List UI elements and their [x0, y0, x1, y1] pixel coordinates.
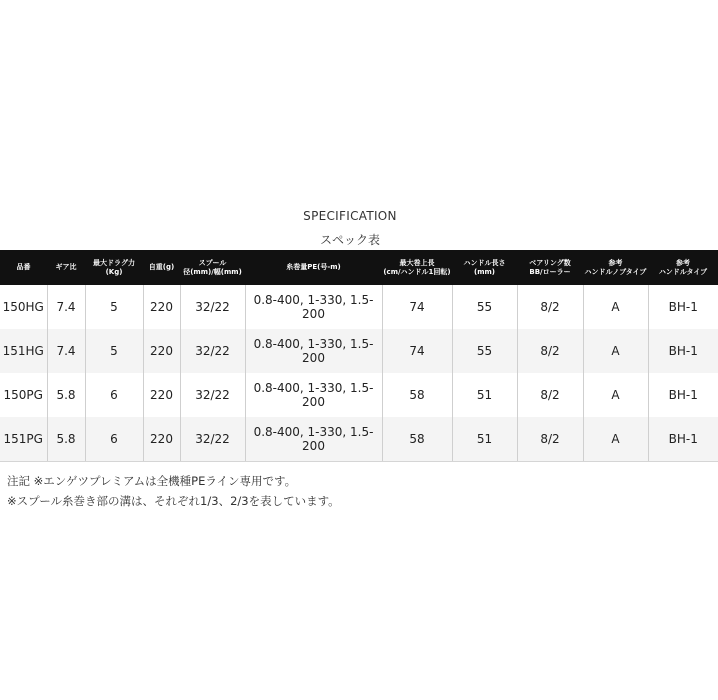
cell-bearings: 8/2	[517, 329, 583, 373]
table-row	[0, 373, 718, 417]
cell-max-retrieve: 58	[382, 373, 452, 417]
header-gear-ratio: ギア比	[47, 250, 85, 285]
cell-handle-type: BH-1	[648, 417, 718, 462]
header-model: 品番	[0, 250, 47, 285]
cell-handle-type: BH-1	[648, 373, 718, 417]
header-max-drag: 最大ドラグ力 (Kg)	[85, 250, 143, 285]
header-spool: スプール 径(mm)/幅(mm)	[180, 250, 245, 285]
cell-spool: 32/22	[180, 373, 245, 417]
cell-gear-ratio: 7.4	[47, 285, 85, 329]
cell-gear-ratio: 5.8	[47, 373, 85, 417]
cell-gear-ratio: 7.4	[47, 329, 85, 373]
cell-handle-length: 51	[452, 417, 517, 462]
cell-spool: 32/22	[180, 417, 245, 462]
cell-gear-ratio: 5.8	[47, 417, 85, 462]
note-line: 注記 ※エンゲツプレミアムは全機種PEライン専用です。	[7, 474, 297, 488]
spec-title-ja: スペック表	[319, 233, 380, 247]
cell-bearings: 8/2	[517, 285, 583, 329]
table-row	[0, 285, 718, 329]
note-line: ※スプール糸巻き部の溝は、それぞれ1/3、2/3を表しています。	[7, 494, 340, 508]
table-row	[0, 417, 718, 462]
cell-max-retrieve: 74	[382, 329, 452, 373]
cell-max-retrieve: 74	[382, 285, 452, 329]
header-weight: 自重(g)	[143, 250, 180, 285]
header-line-capacity: 糸巻量PE(号-m)	[245, 250, 382, 285]
header-handle-length: ハンドル長さ (mm)	[452, 250, 517, 285]
cell-knob-type: A	[583, 417, 648, 462]
cell-model: 151HG	[0, 329, 47, 373]
cell-model: 150HG	[0, 285, 47, 329]
cell-line-capacity: 0.8-400, 1-330, 1.5-200	[245, 329, 382, 373]
cell-handle-length: 55	[452, 285, 517, 329]
cell-line-capacity: 0.8-400, 1-330, 1.5-200	[245, 285, 382, 329]
cell-bearings: 8/2	[517, 373, 583, 417]
spec-header-row	[0, 250, 718, 285]
cell-handle-type: BH-1	[648, 285, 718, 329]
header-handle-type: 参考 ハンドルタイプ	[648, 250, 718, 285]
cell-spool: 32/22	[180, 285, 245, 329]
cell-spool: 32/22	[180, 329, 245, 373]
cell-max-drag: 5	[85, 329, 143, 373]
header-max-retrieve: 最大巻上長 (cm/ハンドル1回転)	[382, 250, 452, 285]
cell-weight: 220	[143, 373, 180, 417]
cell-line-capacity: 0.8-400, 1-330, 1.5-200	[245, 373, 382, 417]
cell-max-drag: 6	[85, 373, 143, 417]
spec-notes	[7, 471, 340, 511]
spec-table	[0, 250, 718, 462]
cell-model: 151PG	[0, 417, 47, 462]
table-row	[0, 329, 718, 373]
cell-bearings: 8/2	[517, 417, 583, 462]
header-bearings: ベアリング数 BB/ローラー	[517, 250, 583, 285]
cell-weight: 220	[143, 285, 180, 329]
cell-handle-length: 55	[452, 329, 517, 373]
cell-max-retrieve: 58	[382, 417, 452, 462]
cell-knob-type: A	[583, 329, 648, 373]
cell-max-drag: 6	[85, 417, 143, 462]
cell-weight: 220	[143, 417, 180, 462]
spec-title-en: SPECIFICATION	[303, 209, 397, 223]
cell-handle-type: BH-1	[648, 329, 718, 373]
cell-model: 150PG	[0, 373, 47, 417]
cell-knob-type: A	[583, 285, 648, 329]
cell-knob-type: A	[583, 373, 648, 417]
cell-handle-length: 51	[452, 373, 517, 417]
cell-weight: 220	[143, 329, 180, 373]
header-knob-type: 参考 ハンドルノブタイプ	[583, 250, 648, 285]
cell-line-capacity: 0.8-400, 1-330, 1.5-200	[245, 417, 382, 462]
cell-max-drag: 5	[85, 285, 143, 329]
